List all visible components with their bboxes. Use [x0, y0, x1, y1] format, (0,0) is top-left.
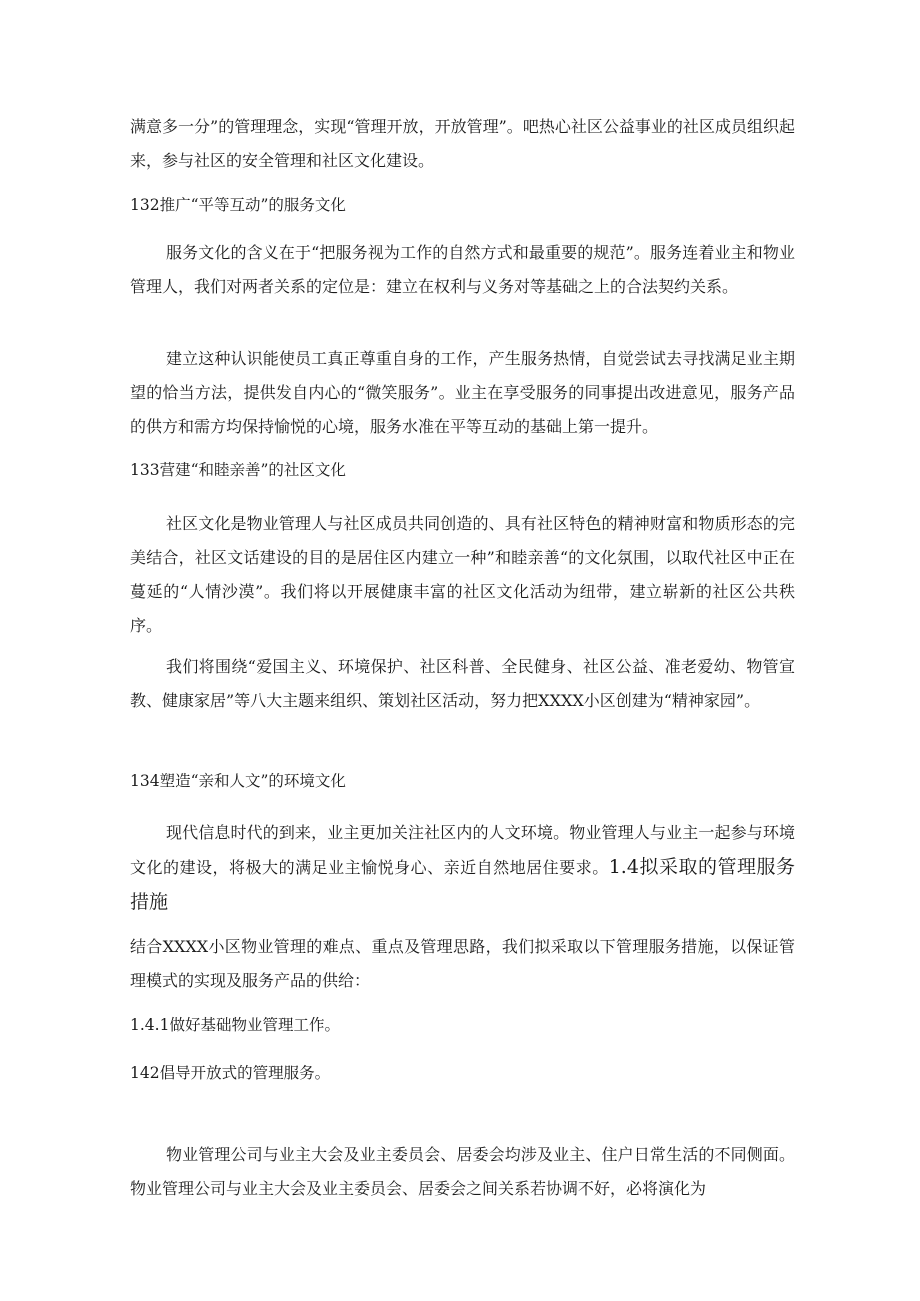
section-heading-141: 1.4.1做好基础物业管理工作。	[130, 1016, 340, 1034]
paragraph-environment-culture	[130, 816, 795, 920]
section-heading-133: 133营建“和睦亲善”的社区文化	[130, 461, 346, 479]
paragraph-service-culture-1: 服务文化的含义在于“把服务视为工作的自然方式和最重要的规范”。服务连着业主和物业管理人，我们对两者关系的定位是：建立在权利与义务对等基础之上的合法契约关系。	[130, 243, 795, 296]
paragraph-service-culture-2: 建立这种认识能使员工真正尊重自身的工作，产生服务热情，自觉尝试去寻找满足业主期望的恰当方法，提供发自内心的“微笑服务”。业主在享受服务的同事提出改进意见，服务产品的供方和需方均保持愉悦的心境，服务水准在平等互动的基础上第一提升。	[130, 349, 795, 436]
section-heading-132: 132推广“平等互动”的服务文化	[130, 196, 346, 214]
paragraph-community-culture-1: 社区文化是物业管理人与社区成员共同创造的、具有社区特色的精神财富和物质形态的完美结合，社区文话建设的目的是居住区内建立一种”和睦亲善“的文化氛围，以取代社区中正在蔓延的“人情沙漠”。我们将以开展健康丰富的社区文化活动为纽带，建立崭新的社区公共秩序。	[130, 514, 795, 635]
section-heading-14: 1.4拟采取的管理服务措施	[130, 856, 795, 913]
paragraph-environment-text: 现代信息时代的到来，业主更加关注社区内的人文环境。物业管理人与业主一起参与环境文化的建设，将极大的满足业主愉悦身心、亲近自然地居住要求。	[130, 823, 795, 877]
section-heading-134: 134塑造“亲和人文”的环境文化	[130, 772, 346, 790]
paragraph-measures: 结合XXXX小区物业管理的难点、重点及管理思路，我们拟采取以下管理服务措施，以保证管理模式的实现及服务产品的供给：	[130, 937, 795, 990]
paragraph-company-relations: 物业管理公司与业主大会及业主委员会、居委会均涉及业主、住户日常生活的不同侧面。物业管理公司与业主大会及业主委员会、居委会之间关系若协调不好，必将演化为	[130, 1145, 795, 1198]
paragraph-community-culture-2: 我们将围绕“爱国主义、环境保护、社区科普、全民健身、社区公益、准老爱幼、物管宣教、健康家居”等八大主题来组织、策划社区活动，努力把XXXX小区创建为“精神家园”。	[130, 657, 795, 710]
section-heading-142: 142倡导开放式的管理服务。	[130, 1064, 331, 1082]
paragraph-intro: 满意多一分”的管理理念，实现“管理开放，开放管理”。吧热心社区公益事业的社区成员组织起来，参与社区的安全管理和社区文化建设。	[130, 117, 795, 170]
